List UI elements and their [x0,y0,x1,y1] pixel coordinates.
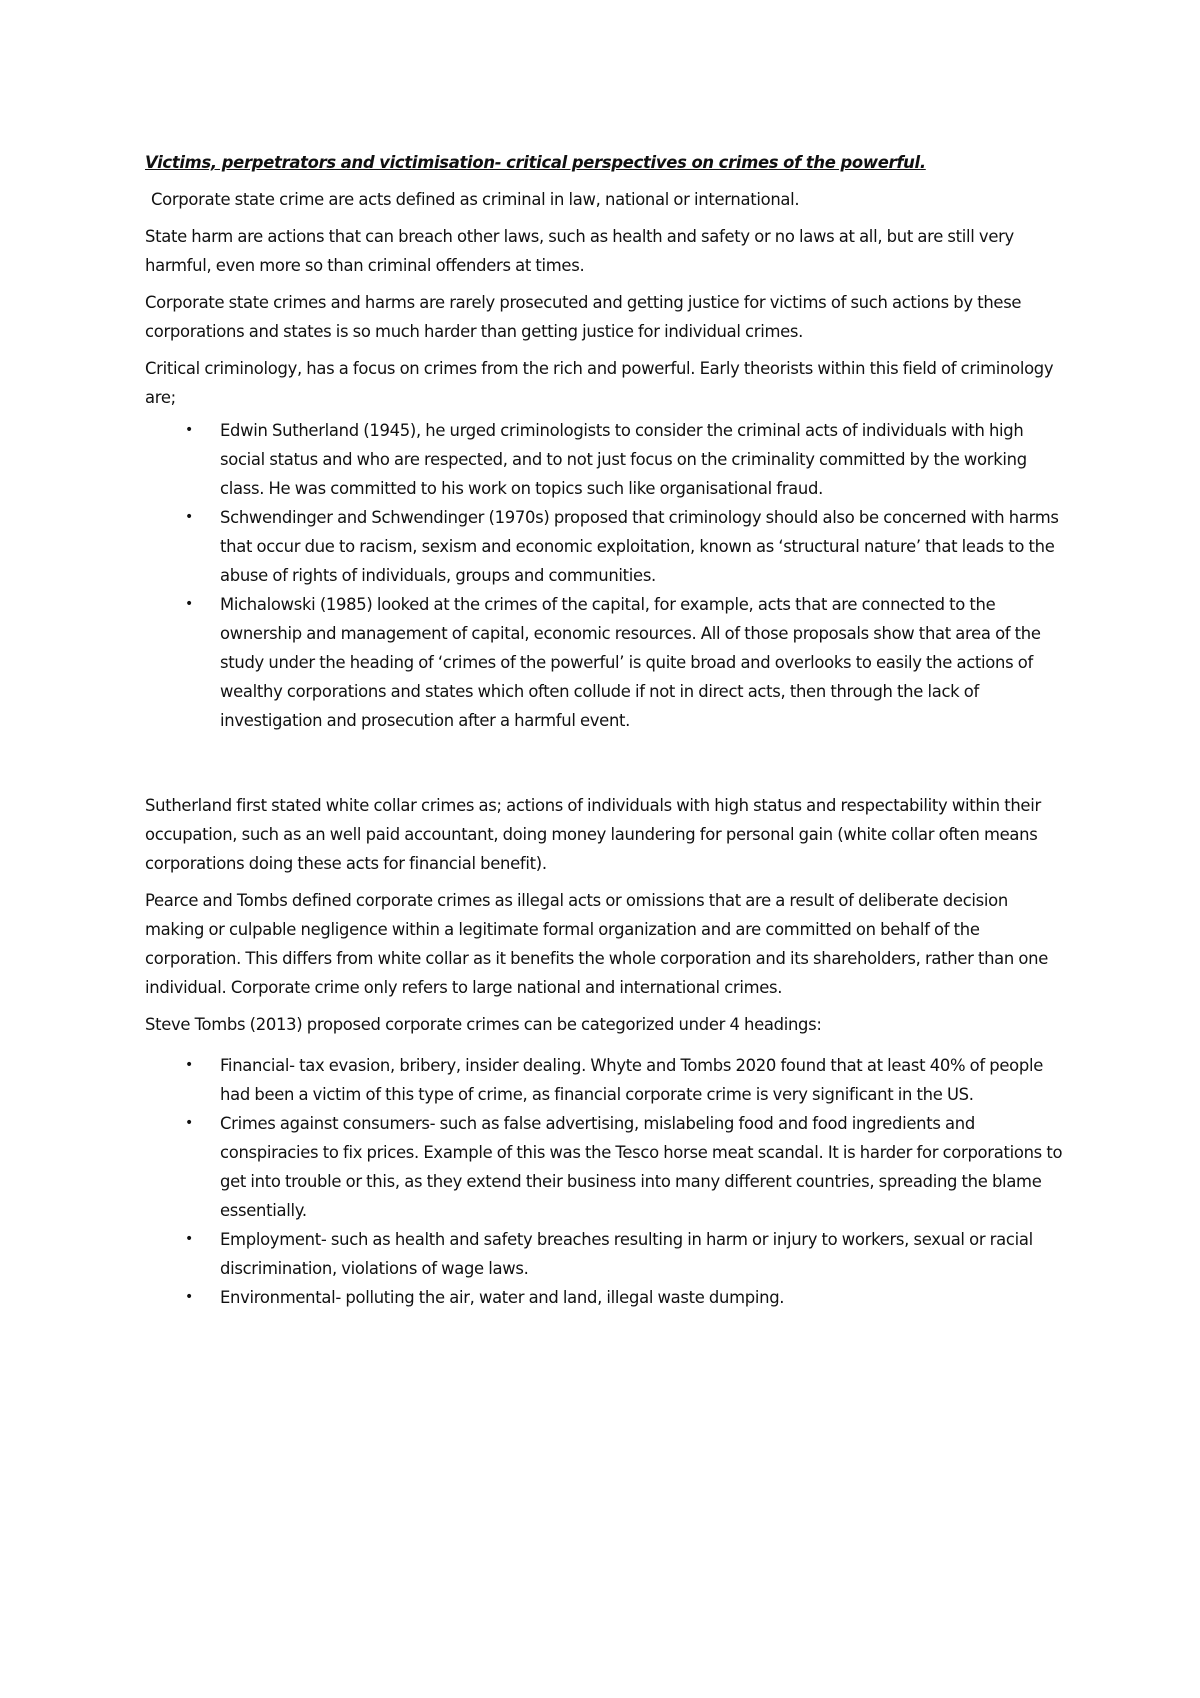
list-item [145,590,1070,735]
bullet-icon: • [185,1289,193,1305]
document-body [145,148,1070,1312]
paragraph-state-harm: State harm are actions that can breach other laws, such as health and safety or no laws at all, but are still very harmful, even more so than criminal offenders at times. [145,227,1014,275]
bullet-icon: • [185,509,193,525]
paragraph-corporate-state-crime: Corporate state crime are acts defined as criminal in law, national or international. [151,190,800,209]
paragraph-pearce-tombs: Pearce and Tombs defined corporate crimes as illegal acts or omissions that are a result of deliberate decision making or culpable negligence within a legitimate formal organization and are committed on behalf of the corporation. This differs from white collar as it benefits the whole corporation and its shareholders, rather than one individual. Corporate crime only refers to large national and international crimes. [145,891,1049,997]
list-item-text: Crimes against consumers- such as false advertising, mislabeling food and food ingredients and conspiracies to fix prices. Example of this was the Tesco horse meat scandal. It is harder for corporations to get into trouble or this, as they extend their business into many different countries, spreading the blame essentially. [220,1114,1063,1220]
list-item-text: Edwin Sutherland (1945), he urged criminologists to consider the criminal acts of individuals with high social status and who are respected, and to not just focus on the criminality committed by the working class. He was committed to his work on topics such like organisational fraud. [220,421,1027,498]
bullet-icon: • [185,422,193,438]
list-item [145,503,1070,590]
bullet-icon: • [185,1115,193,1131]
list-item-text: Environmental- polluting the air, water and land, illegal waste dumping. [220,1288,785,1307]
list-item [145,1051,1070,1109]
categories-list [145,1051,1070,1312]
paragraph-prosecution: Corporate state crimes and harms are rarely prosecuted and getting justice for victims of such actions by these corporations and states is so much harder than getting justice for individual crimes. [145,293,1022,341]
list-item [145,1109,1070,1225]
list-item [145,1283,1070,1312]
list-item-text: Financial- tax evasion, bribery, insider dealing. Whyte and Tombs 2020 found that at least 40% of people had been a victim of this type of crime, as financial corporate crime is very significant in the US. [220,1056,1043,1104]
list-item [145,416,1070,503]
paragraph-white-collar: Sutherland first stated white collar crimes as; actions of individuals with high status and respectability within their occupation, such as an well paid accountant, doing money laundering for personal gain (white collar often means corporations doing these acts for financial benefit). [145,796,1041,873]
theorists-list [145,416,1070,735]
list-item-text: Employment- such as health and safety breaches resulting in harm or injury to workers, sexual or racial discrimination, violations of wage laws. [220,1230,1033,1278]
paragraph-steve-tombs: Steve Tombs (2013) proposed corporate crimes can be categorized under 4 headings: [145,1015,822,1034]
list-item-text: Michalowski (1985) looked at the crimes of the capital, for example, acts that are connected to the ownership and management of capital, economic resources. All of those proposals show that area of the study under the heading of ‘crimes of the powerful’ is quite broad and overlooks to easily the actions of wealthy corporations and states which often collude if not in direct acts, then through the lack of investigation and prosecution after a harmful event. [220,595,1041,730]
spacer [145,735,1070,791]
bullet-icon: • [185,596,193,612]
bullet-icon: • [185,1231,193,1247]
list-item-text: Schwendinger and Schwendinger (1970s) proposed that criminology should also be concerned with harms that occur due to racism, sexism and economic exploitation, known as ‘structural nature’ that leads to the abuse of rights of individuals, groups and communities. [220,508,1059,585]
document-title: Victims, perpetrators and victimisation- critical perspectives on crimes of the powerful. [145,153,926,172]
list-item [145,1225,1070,1283]
paragraph-critical-criminology: Critical criminology, has a focus on crimes from the rich and powerful. Early theorists within this field of criminology are; [145,359,1054,407]
bullet-icon: • [185,1057,193,1073]
